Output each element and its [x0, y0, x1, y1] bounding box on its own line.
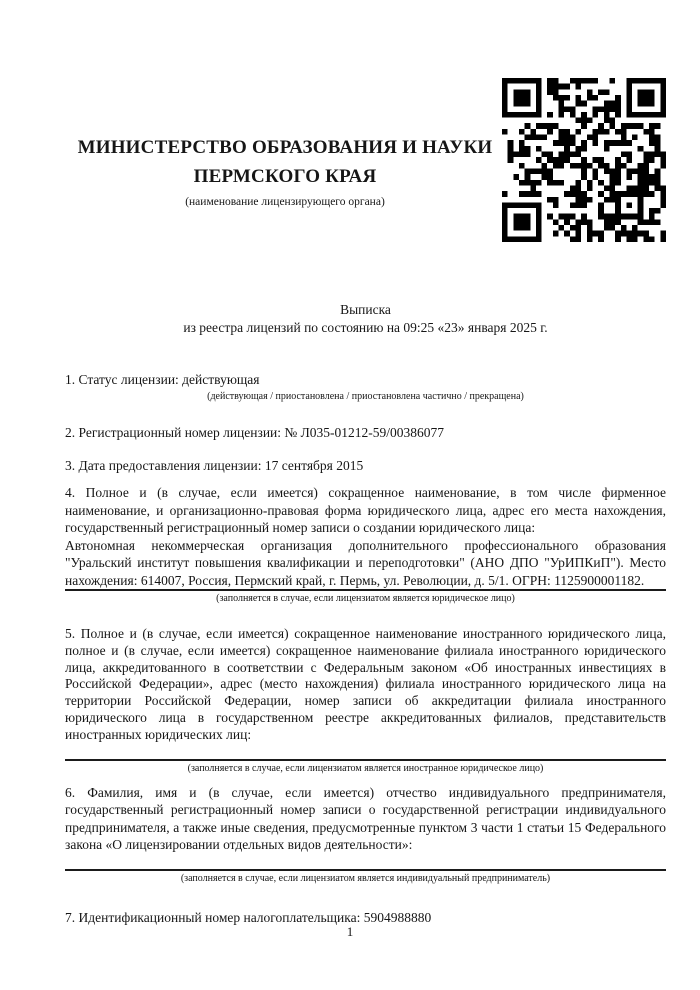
foreign-entity-empty-value	[65, 744, 666, 759]
org-caption: (наименование лицензирующего органа)	[185, 196, 385, 208]
item-individual-entrepreneur-label: 6. Фамилия, имя и (в случае, если имеется) отчество индивидуального предпринимателя, государственный регистрационный номер записи о государственной регистрации индивидуального предпринимателя, а также иные сведения, предусмотренные пунктом 3 части 1 статьи 15 Федерального закона «О лицензировании отдельных видов деятельности»:	[65, 784, 666, 853]
item-license-status: 1. Статус лицензии: действующая	[65, 372, 260, 387]
item-registration-number: 2. Регистрационный номер лицензии: № Л035-01212-59/00386077	[65, 425, 445, 440]
fill-in-line-legal-entity	[65, 589, 666, 591]
license-status-options-note: (действующая / приостановлена / приостановлена частично / прекращена)	[207, 391, 524, 402]
document-title	[65, 301, 666, 337]
fill-in-line-individual-entrepreneur	[65, 869, 666, 871]
individual-entrepreneur-empty-value	[65, 854, 666, 869]
qr-code-icon	[502, 78, 666, 242]
title-line1: Выписка	[340, 302, 391, 317]
item-legal-entity-label: 4. Полное и (в случае, если имеется) сокращенное наименование, в том числе фирменное наименование, и организационно-правовая форма юридического лица, адрес его места нахождения, государственный регистрационный номер записи о создании юридического лица:	[65, 485, 666, 535]
individual-entrepreneur-note: (заполняется в случае, если лицензиатом является индивидуальный предприниматель)	[180, 872, 551, 884]
licensing-authority-block	[65, 133, 505, 209]
document-body	[65, 365, 666, 927]
page-number: 1	[346, 924, 354, 939]
item-legal-entity-value: Автономная некоммерческая организация дополнительного профессионального образования "Уральский институт повышения квалификации и переподготовки" (АНО ДПО "УрИПКиП"). Место нахождения: 614007, Россия, Пермский край, г. Пермь, ул. Революции, д. 5/1. ОГРН: 1125900001182.	[65, 537, 666, 588]
org-name-line1: МИНИСТЕРСТВО ОБРАЗОВАНИЯ И НАУКИ	[77, 137, 493, 158]
item-foreign-entity-label: 5. Полное и (в случае, если имеется) сокращенное наименование иностранного юридического лица, полное и (в случае, если имеется) сокращенное наименование филиала иностранного юридического лица, аккредитованного в соответствии с Федеральным законом «Об иностранных инвестициях в Российской Федерации», адрес (место нахождения) филиала иностранного юридического лица на территории Российской Федерации, номер записи об аккредитации филиала иностранного юридического лица в государственном реестре аккредитованных филиалов, представительств иностранных юридических лиц:	[65, 626, 666, 742]
foreign-entity-note: (заполняется в случае, если лицензиатом является иностранное юридическое лицо)	[187, 762, 544, 774]
org-name-line2: ПЕРМСКОГО КРАЯ	[193, 166, 377, 187]
fill-in-line-foreign-entity	[65, 759, 666, 761]
item-grant-date: 3. Дата предоставления лицензии: 17 сентября 2015	[65, 458, 364, 473]
item-taxpayer-number: 7. Идентификационный номер налогоплательщика: 5904988880	[65, 909, 432, 925]
legal-entity-note: (заполняется в случае, если лицензиатом является юридическое лицо)	[216, 593, 515, 604]
title-line2: из реестра лицензий по состоянию на 09:25 «23» января 2025 г.	[183, 320, 548, 335]
